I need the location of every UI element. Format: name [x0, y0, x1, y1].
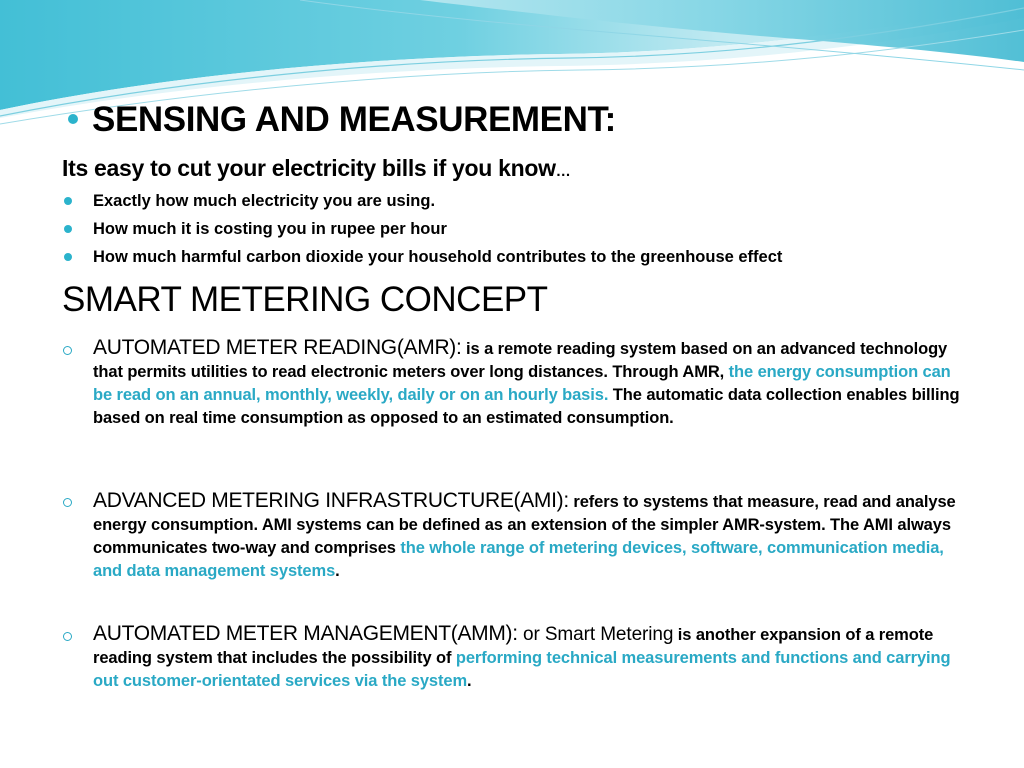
circle-bullet-icon — [63, 498, 72, 507]
amm-term-alias: or Smart Metering — [517, 624, 674, 645]
sensing-bullet: Exactly how much electricity you are using. — [93, 192, 436, 210]
circle-bullet-icon — [63, 632, 72, 641]
heading-bullet-icon — [68, 114, 78, 124]
amm-highlight: performing technical measurements and functions and carrying out customer-orientated services via the system — [93, 649, 951, 690]
sensing-bullet: How much harmful carbon dioxide your household contributes to the greenhouse effect — [93, 248, 783, 266]
amr-paragraph — [93, 336, 973, 430]
smart-heading: SMART METERING CONCEPT — [62, 280, 548, 319]
sensing-heading: SENSING AND MEASUREMENT: — [92, 100, 616, 139]
circle-bullet-icon — [63, 346, 72, 355]
bullet-dot-icon — [64, 225, 72, 233]
amm-text: is another expansion of a remote reading system that includes the possibility of — [93, 626, 934, 667]
sensing-bullet: How much it is costing you in rupee per hour — [93, 220, 447, 238]
ami-paragraph — [93, 489, 973, 583]
sensing-intro-ellipsis: … — [555, 163, 571, 180]
ami-text: refers to systems that measure, read and analyse energy consumption. AMI systems can be defined as an extension of the simpler AMR-system. The AMI always communicates two-way and comprises — [93, 493, 956, 557]
amm-paragraph — [93, 622, 973, 693]
amm-text-end: . — [467, 672, 472, 690]
bullet-dot-icon — [64, 253, 72, 261]
bullet-dot-icon — [64, 197, 72, 205]
amm-term: AUTOMATED METER MANAGEMENT(AMM): — [93, 622, 518, 645]
amr-text-end: The automatic data collection enables billing based on real time consumption as opposed to an estimated consumption. — [93, 386, 960, 427]
sensing-intro-text: Its easy to cut your electricity bills if you know — [62, 155, 556, 181]
ami-highlight: the whole range of metering devices, software, communication media, and data management systems — [93, 539, 944, 580]
ami-term: ADVANCED METERING INFRASTRUCTURE(AMI): — [93, 489, 569, 512]
sensing-intro — [62, 155, 570, 182]
ami-text-end: . — [335, 562, 340, 580]
amr-text: is a remote reading system based on an advanced technology that permits utilities to read electronic meters over long distances. Through AMR, — [93, 340, 948, 381]
amr-term: AUTOMATED METER READING(AMR): — [93, 336, 462, 359]
amr-highlight: the energy consumption can be read on an annual, monthly, weekly, daily or on an hourly basis. — [93, 363, 951, 404]
